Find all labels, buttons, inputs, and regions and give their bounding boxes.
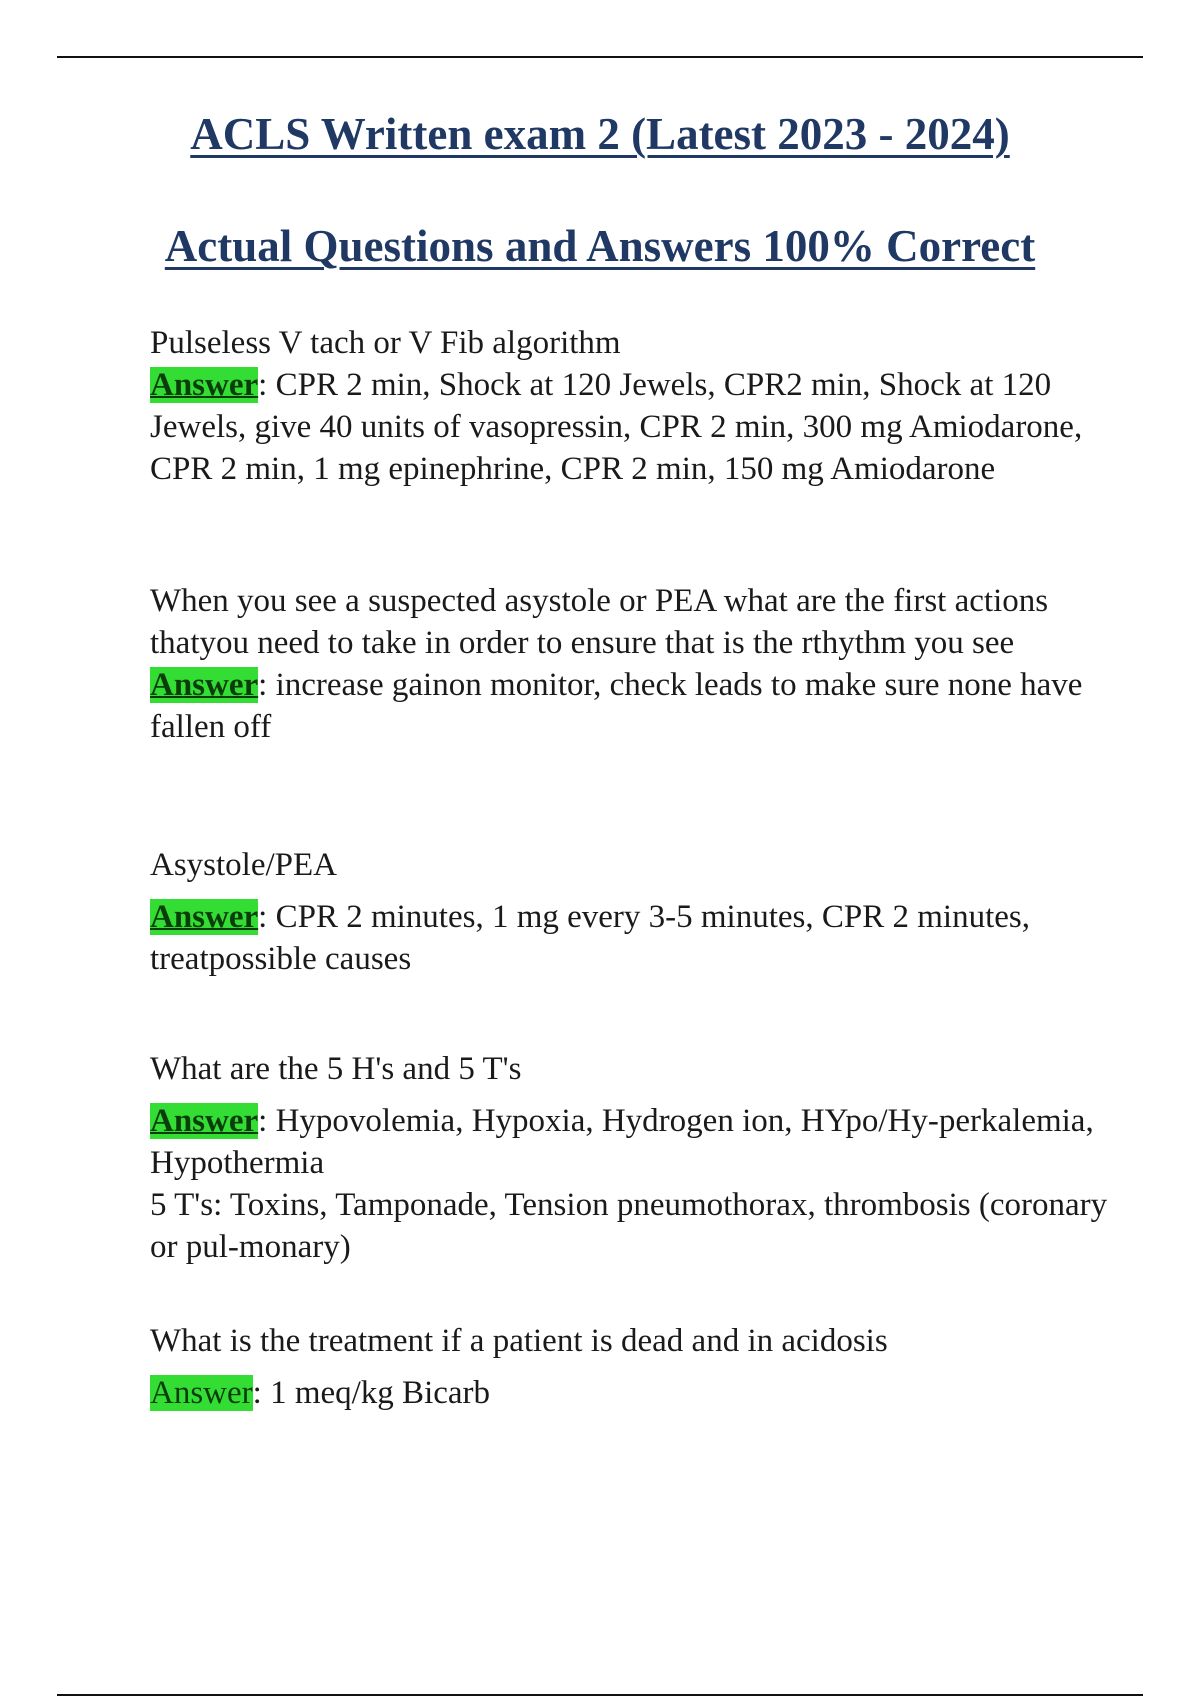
answer-label: Answer <box>150 899 259 935</box>
qa-item-1 <box>150 322 1110 490</box>
answer-label: Answer <box>150 367 259 403</box>
top-divider <box>57 56 1143 58</box>
answer-text: : CPR 2 minutes, 1 mg every 3-5 minutes, CPR 2 minutes, treatpossible causes <box>150 899 1030 977</box>
answer <box>150 364 1110 490</box>
answer-text: : CPR 2 min, Shock at 120 Jewels, CPR2 min, Shock at 120 Jewels, give 40 units of vasopressin, CPR 2 min, 300 mg Amiodarone, CPR 2 min, 1 mg epinephrine, CPR 2 min, 150 mg Amiodarone <box>150 367 1083 487</box>
answer-text: : increase gainon monitor, check leads to make sure none have fallen off <box>150 667 1083 745</box>
question-text: Asystole/PEA <box>150 847 338 883</box>
question-text: What is the treatment if a patient is dead and in acidosis <box>150 1323 888 1359</box>
question-text: What are the 5 H's and 5 T's <box>150 1051 522 1087</box>
qa-item-2 <box>150 580 1110 748</box>
answer-continuation: 5 T's: Toxins, Tamponade, Tension pneumothorax, thrombosis (coronary or pul-monary) <box>150 1187 1108 1265</box>
answer <box>150 1100 1110 1184</box>
answer <box>150 664 1110 748</box>
answer <box>150 1372 1110 1414</box>
qa-item-4 <box>150 1048 1110 1268</box>
answer-label: Answer <box>150 667 259 703</box>
answer-label: Answer <box>150 1375 253 1411</box>
document-title: ACLS Written exam 2 (Latest 2023 - 2024) <box>190 109 1010 159</box>
question-text: Pulseless V tach or V Fib algorithm <box>150 325 621 361</box>
answer-text: : Hypovolemia, Hypoxia, Hydrogen ion, HYpo/Hy-perkalemia, Hypothermia <box>150 1103 1094 1181</box>
answer-text: : 1 meq/kg Bicarb <box>252 1375 491 1411</box>
document-subtitle: Actual Questions and Answers 100% Correct <box>164 221 1036 271</box>
qa-item-3 <box>150 844 1110 980</box>
answer <box>150 896 1110 980</box>
qa-item-5 <box>150 1320 1110 1414</box>
bottom-divider <box>57 1694 1143 1696</box>
answer-label: Answer <box>150 1103 259 1139</box>
question-text: When you see a suspected asystole or PEA what are the first actions thatyou need to take in order to ensure that is the rthythm you see <box>150 583 1049 661</box>
